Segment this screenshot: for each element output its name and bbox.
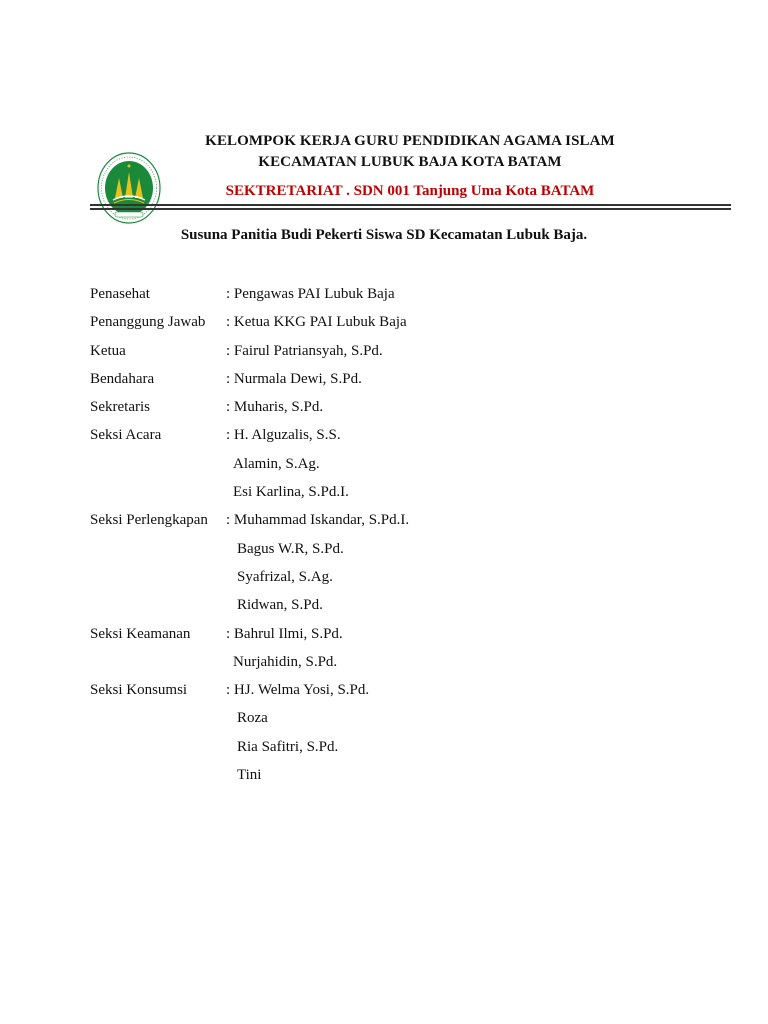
roster-row bbox=[90, 285, 690, 313]
roster-row bbox=[90, 596, 690, 624]
roster-member-name: : HJ. Welma Yosi, S.Pd. bbox=[226, 682, 370, 699]
roster-member-name: Ria Safitri, S.Pd. bbox=[237, 738, 339, 755]
roster-row bbox=[90, 511, 690, 539]
roster-member-name: Roza bbox=[237, 710, 268, 727]
roster-member-name: : Pengawas PAI Lubuk Baja bbox=[226, 286, 395, 302]
secretariat-address: SEKTRETARIAT . SDN 001 Tanjung Uma Kota BATAM bbox=[225, 183, 595, 199]
roster-role: Bendahara bbox=[90, 370, 155, 387]
document-title: Susuna Panitia Budi Pekerti Siswa SD Kecamatan Lubuk Baja. bbox=[180, 227, 588, 243]
roster-role: Penanggung Jawab bbox=[90, 314, 206, 331]
roster-member-name: : Muharis, S.Pd. bbox=[226, 399, 324, 416]
roster-row bbox=[90, 426, 690, 454]
roster-member-name: Alamin, S.Ag. bbox=[233, 455, 320, 472]
roster-row bbox=[90, 313, 690, 341]
roster-row bbox=[90, 540, 690, 568]
roster-row bbox=[90, 738, 690, 766]
committee-roster bbox=[90, 285, 690, 794]
letterhead-rule-bottom bbox=[90, 208, 731, 210]
roster-member-name: Esi Karlina, S.Pd.I. bbox=[233, 484, 349, 501]
roster-role: Ketua bbox=[90, 342, 126, 359]
roster-role: Penasehat bbox=[90, 286, 150, 302]
roster-member-name: Ridwan, S.Pd. bbox=[237, 597, 323, 614]
organization-name: KELOMPOK KERJA GURU PENDIDIKAN AGAMA ISLAM bbox=[205, 133, 615, 149]
roster-member-name: : Nurmala Dewi, S.Pd. bbox=[226, 370, 362, 387]
roster-row bbox=[90, 681, 690, 709]
roster-member-name: Tini bbox=[237, 767, 262, 784]
roster-member-name: : Bahrul Ilmi, S.Pd. bbox=[226, 625, 343, 642]
roster-role: Seksi Keamanan bbox=[90, 625, 191, 642]
roster-row bbox=[90, 568, 690, 596]
roster-row bbox=[90, 766, 690, 794]
roster-row bbox=[90, 342, 690, 370]
roster-member-name: : H. Alguzalis, S.S. bbox=[226, 427, 341, 444]
roster-member-name: Syafrizal, S.Ag. bbox=[237, 568, 333, 585]
roster-row bbox=[90, 625, 690, 653]
roster-role: Seksi Acara bbox=[90, 427, 162, 444]
roster-row bbox=[90, 398, 690, 426]
roster-row bbox=[90, 483, 690, 511]
letterhead-rule-top bbox=[90, 204, 731, 206]
roster-member-name: : Fairul Patriansyah, S.Pd. bbox=[226, 342, 383, 359]
roster-row bbox=[90, 370, 690, 398]
roster-role: Seksi Konsumsi bbox=[90, 682, 188, 699]
roster-row bbox=[90, 653, 690, 681]
district-name: KECAMATAN LUBUK BAJA KOTA BATAM bbox=[258, 154, 562, 170]
roster-role: Sekretaris bbox=[90, 399, 150, 416]
roster-member-name: Bagus W.R, S.Pd. bbox=[237, 540, 344, 557]
roster-row bbox=[90, 709, 690, 737]
roster-member-name: Nurjahidin, S.Pd. bbox=[233, 653, 338, 670]
roster-row bbox=[90, 455, 690, 483]
roster-member-name: : Muhammad Iskandar, S.Pd.I. bbox=[226, 512, 410, 529]
roster-role: Seksi Perlengkapan bbox=[90, 512, 208, 529]
roster-member-name: : Ketua KKG PAI Lubuk Baja bbox=[226, 314, 407, 331]
